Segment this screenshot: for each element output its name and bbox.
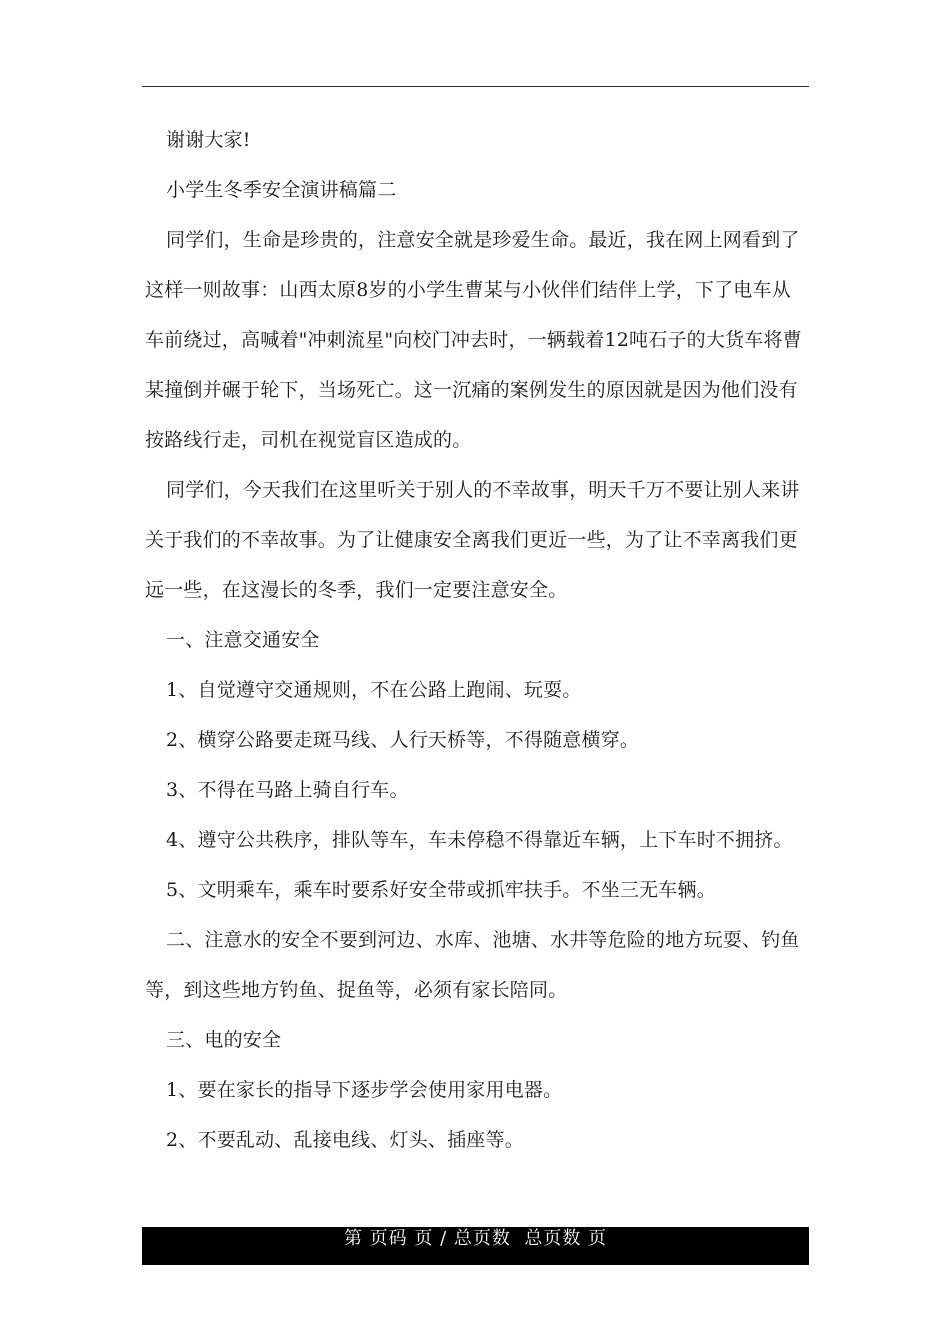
list-item: 1、要在家长的指导下逐步学会使用家用电器。 <box>166 1079 563 1101</box>
header-rule <box>142 86 809 87</box>
list-item: 4、遵守公共秩序，排队等车，车未停稳不得靠近车辆，上下车时不拥挤。 <box>166 829 793 851</box>
heading-traffic-safety: 一、注意交通安全 <box>166 629 320 651</box>
body-paragraph: 同学们，今天我们在这里听关于别人的不幸故事，明天千万不要让别人来讲关于我们的不幸故事。为了让健康安全离我们更近一些，为了让不幸离我们更远一些，在这漫长的冬季，我们一定要注意安全。 <box>145 479 800 601</box>
closing-line: 谢谢大家! <box>166 129 251 151</box>
page-footer: 第 页码 页 / 总页数 总页数 页 <box>142 1227 809 1265</box>
document-body <box>145 115 810 1165</box>
list-item: 2、横穿公路要走斑马线、人行天桥等，不得随意横穿。 <box>166 729 640 751</box>
list-item: 5、文明乘车，乘车时要系好安全带或抓牢扶手。不坐三无车辆。 <box>166 879 716 901</box>
list-item: 2、不要乱动、乱接电线、灯头、插座等。 <box>166 1129 524 1151</box>
section-title: 小学生冬季安全演讲稿篇二 <box>166 179 397 201</box>
body-paragraph: 同学们，生命是珍贵的，注意安全就是珍爱生命。最近，我在网上网看到了这样一则故事：山西太原8岁的小学生曹某与小伙伴们结伴上学，下了电车从车前绕过，高喊着"冲刺流星"向校门冲去时，一辆载着12吨石子的大货车将曹某撞倒并碾于轮下，当场死亡。这一沉痛的案例发生的原因就是因为他们没有按路线行走，司机在视觉盲区造成的。 <box>145 229 802 451</box>
heading-water-safety: 二、注意水的安全不要到河边、水库、池塘、水井等危险的地方玩耍、钓鱼等，到这些地方钓鱼、捉鱼等，必须有家长陪同。 <box>145 929 800 1001</box>
list-item: 3、不得在马路上骑自行车。 <box>166 779 409 801</box>
heading-electric-safety: 三、电的安全 <box>166 1029 282 1051</box>
list-item: 1、自觉遵守交通规则，不在公路上跑闹、玩耍。 <box>166 679 582 701</box>
